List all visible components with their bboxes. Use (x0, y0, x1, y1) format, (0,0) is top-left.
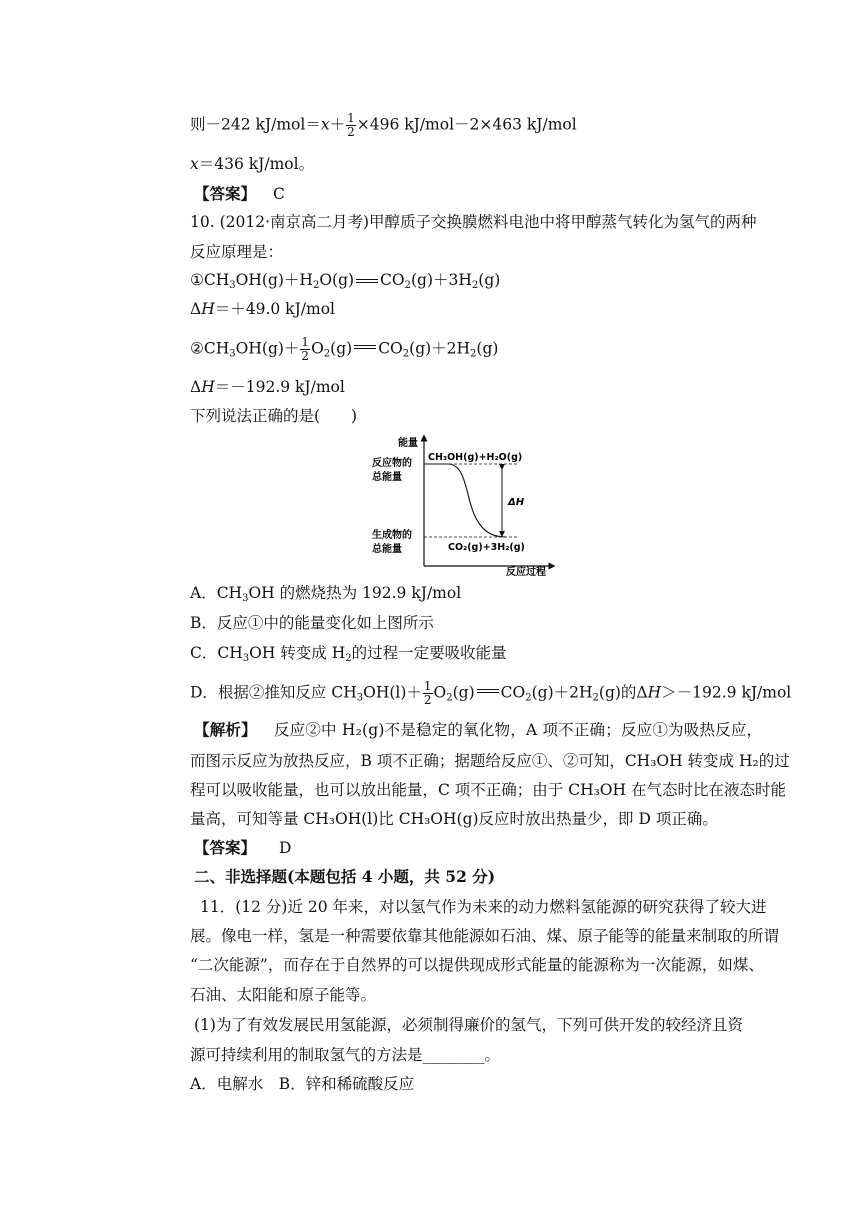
question-11-line-1: 11．(12 分)近 20 年来，对以氢气作为未来的动力燃料氢能源的研究获得了较大进 (200, 898, 767, 916)
variable-x: x (190, 155, 199, 173)
question-11-part-1-line-1: (1)为了有效发展民用氢能源，必须制得廉价的氢气，下列可供开发的较经济且资 (194, 1016, 743, 1034)
analysis-line-4: 量高，可知等量 CH₃OH(l)比 CH₃OH(g)反应时放出热量少，即 D 项正确。 (190, 810, 718, 828)
option-c-text: 的过程一定要吸收能量 (351, 644, 507, 662)
fraction-denominator: 2 (423, 693, 432, 707)
formula-part: (g) (478, 271, 501, 289)
reactant-label-2: 总能量 (372, 472, 402, 483)
equals-arrow (475, 680, 501, 700)
analysis-label: 【解析】 (194, 720, 257, 739)
fraction-denominator: 2 (301, 349, 310, 363)
answer-value: C (272, 185, 285, 203)
variable-x: x (320, 115, 330, 134)
formula-ch: CH (203, 271, 230, 289)
fraction-half (423, 680, 433, 707)
option-a-text: OH 的燃烧热为 192.9 kJ/mol (248, 584, 462, 602)
option-c (190, 643, 507, 663)
answer-label: 【答案】 (194, 838, 257, 857)
enthalpy-symbol: H (201, 378, 215, 396)
option-c-prefix: C．CH (190, 644, 243, 662)
x-axis-label: 反应过程 (506, 567, 546, 576)
delta-symbol: Δ (190, 300, 202, 318)
circled-2: ② (190, 339, 204, 358)
subscript: 2 (323, 348, 331, 360)
analysis-text-1: 反应②中 H₂(g)不是稳定的氧化物，A 项不正确；反应①为吸热反应， (273, 721, 763, 739)
subscript: 2 (470, 348, 477, 360)
formula-part: O(g) (319, 271, 355, 289)
formula-o: O (311, 339, 324, 358)
question-11-line-2: 展。像电一样，氢是一种需要依靠其他能源如石油、煤、原子能等的能量来制取的所谓 (190, 927, 780, 945)
subscript: 2 (404, 280, 411, 291)
subscript: 2 (525, 692, 532, 704)
products-formula: CO₂(g)+3H₂(g) (448, 542, 525, 553)
formula-part: (g) (330, 339, 353, 358)
enthalpy-symbol: H (201, 300, 215, 318)
energy-equation (190, 112, 577, 139)
formula-co: CO (378, 339, 403, 358)
formula-part: OH(g)＋ (235, 339, 300, 358)
answer-label: 【答案】 (194, 184, 257, 203)
question-10-line-1: 10. (2012·南京高二月考)甲醇质子交换膜燃料电池中将甲醇蒸气转化为氢气的两种 (190, 213, 757, 231)
question-10-line-2: 反应原理是： (190, 243, 284, 261)
x-result-value: ＝436 kJ/mol。 (198, 155, 315, 173)
formula-part: OH(g)＋H (235, 271, 313, 289)
delta-h-1 (190, 299, 335, 319)
analysis-line-3: 程可以吸收能量，也可以放出能量，C 项不正确；由于 CH₃OH 在气态时比在液态时能 (190, 781, 786, 799)
energy-diagram (366, 434, 566, 576)
subscript: 2 (446, 692, 453, 704)
option-b: B．反应①中的能量变化如上图所示 (190, 614, 434, 632)
question-11-part-1-line-2: 源可持续利用的制取氢气的方法是________。 (190, 1046, 501, 1064)
formula-o: O (433, 683, 447, 702)
equation-rest: ×496 kJ/mol－2×463 kJ/mol (356, 115, 577, 134)
y-axis-label: 能量 (398, 438, 418, 449)
formula-part: (g)＋2H (531, 683, 593, 702)
subscript: 3 (229, 280, 236, 291)
answer-2 (194, 838, 291, 858)
question-11-line-4: 石油、太阳能和原子能等。 (190, 986, 377, 1004)
fraction-half (300, 336, 310, 363)
fraction-numerator: 1 (301, 335, 310, 349)
equals-arrow (352, 336, 378, 356)
subscript: 3 (229, 348, 236, 360)
reactants-formula: CH₃OH(g)+H₂O(g) (428, 452, 523, 463)
question-11-line-3: “二次能源”，而存在于自然界的可以提供现成形式能量的能源称为一次能源，如煤、 (190, 956, 764, 974)
fraction-half (346, 112, 356, 139)
answer-value: D (278, 839, 292, 857)
option-d-mid: OH(l)＋ (363, 683, 422, 702)
subscript: 3 (356, 692, 364, 704)
fraction-numerator: 1 (423, 679, 432, 693)
x-result (190, 154, 314, 174)
question-11-options: A．电解水 B．锌和稀硫酸反应 (190, 1075, 415, 1093)
analysis-line-2: 而图示反应为放热反应，B 项不正确；据题给反应①、②可知，CH₃OH 转变成 H₂的过 (190, 752, 790, 770)
option-a-prefix: A．CH (190, 584, 243, 602)
answer-1 (194, 184, 285, 204)
subscript: 3 (242, 653, 250, 664)
option-c-mid: OH 转变成 H (249, 644, 346, 662)
option-d-prefix: D．根据②推知反应 CH (190, 683, 357, 702)
formula-part: (g)的Δ (598, 683, 648, 702)
circled-1: ① (190, 271, 204, 289)
subscript: 2 (471, 280, 479, 291)
fraction-numerator: 1 (347, 111, 355, 125)
subscript: 2 (402, 348, 410, 360)
fraction-denominator: 2 (347, 125, 355, 139)
reaction-2 (190, 336, 498, 363)
product-label-2: 总能量 (372, 544, 402, 555)
delta-h-value: ＝＋49.0 kJ/mol (214, 300, 335, 318)
formula-ch: CH (203, 339, 230, 358)
product-label-1: 生成物的 (372, 530, 412, 541)
subscript: 3 (242, 593, 249, 604)
reaction-1 (190, 270, 500, 290)
option-a (190, 583, 461, 603)
delta-h-label: ΔH (508, 497, 525, 508)
analysis-line-1 (194, 720, 762, 740)
option-d (190, 680, 791, 707)
delta-h-value: ＝－192.9 kJ/mol (214, 378, 345, 396)
formula-part: (g)＋3H (411, 271, 472, 289)
subscript: 2 (345, 653, 352, 664)
equals-arrow (354, 270, 380, 290)
subscript: 2 (592, 692, 599, 704)
equation-prefix: 则－242 kJ/mol＝ (190, 115, 321, 134)
option-d-value: ＞－192.9 kJ/mol (661, 683, 792, 702)
formula-part: (g)＋2H (409, 339, 471, 358)
formula-part: (g) (452, 683, 475, 702)
reactant-label-1: 反应物的 (372, 458, 412, 469)
question-10-prompt: 下列说法正确的是( ) (190, 407, 358, 425)
enthalpy-symbol: H (647, 683, 662, 702)
formula-co: CO (380, 271, 405, 289)
energy-curve (424, 464, 506, 537)
subscript: 2 (312, 280, 320, 291)
delta-h-2 (190, 377, 345, 397)
section-heading: 二、非选择题(本题包括 4 小题，共 52 分) (194, 867, 496, 886)
delta-symbol: Δ (190, 378, 202, 396)
plus-sign: ＋ (329, 115, 346, 134)
formula-co: CO (500, 683, 526, 702)
formula-part: (g) (476, 339, 499, 358)
